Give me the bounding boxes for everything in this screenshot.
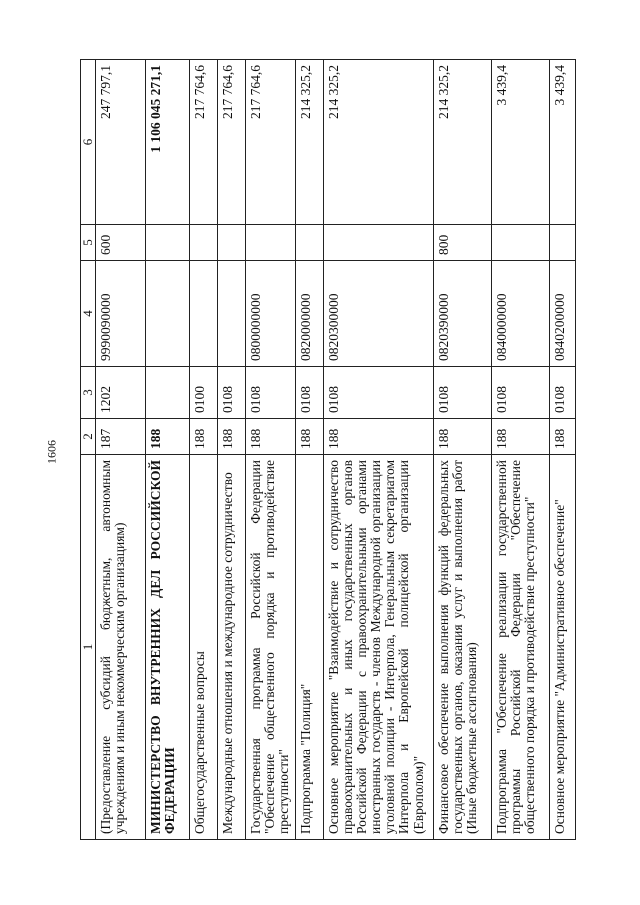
header-row (81, 60, 96, 840)
row-csr (146, 261, 190, 367)
row-csr (218, 261, 246, 367)
row-vr (146, 225, 190, 261)
table-row (323, 60, 433, 840)
row-glava: 188 (491, 419, 549, 455)
row-vr (295, 225, 323, 261)
table-row (190, 60, 218, 840)
row-glava: 188 (190, 419, 218, 455)
row-glava: 187 (96, 419, 146, 455)
row-rzpr: 0100 (190, 367, 218, 419)
row-vr (491, 225, 549, 261)
row-rzpr: 0108 (246, 367, 296, 419)
row-sum: 1 106 045 271,1 (146, 60, 190, 225)
row-sum: 217 764,6 (218, 60, 246, 225)
row-sum: 217 764,6 (190, 60, 218, 225)
row-glava: 188 (549, 419, 575, 455)
row-name: Основное мероприятие "Административное обеспечение" (549, 455, 575, 840)
col-header-6: 6 (81, 60, 96, 225)
row-csr: 9990090000 (96, 261, 146, 367)
row-name: (Предоставление субсидий бюджетным, автономным учреждениям и иным некоммерческим организациям) (96, 455, 146, 840)
col-header-3: 3 (81, 367, 96, 419)
row-rzpr: 0108 (433, 367, 491, 419)
row-glava: 188 (146, 419, 190, 455)
row-rzpr: 0108 (491, 367, 549, 419)
row-rzpr: 0108 (323, 367, 433, 419)
row-csr: 0800000000 (246, 261, 296, 367)
row-name: Подпрограмма "Полиция" (295, 455, 323, 840)
row-csr: 0840000000 (491, 261, 549, 367)
row-rzpr: 0108 (295, 367, 323, 419)
row-name: Международные отношения и международное сотрудничество (218, 455, 246, 840)
row-name: Финансовое обеспечение выполнения функций федеральных государственных органов, оказания услуг и выполнения работ (Иные бюджетные ассигнования) (433, 455, 491, 840)
row-csr: 0820390000 (433, 261, 491, 367)
table-row (146, 60, 190, 840)
row-name: Подпрограмма "Обеспечение реализации государственной программы Российской Федерации "Обеспечение общественного порядка и противодействие преступности" (491, 455, 549, 840)
col-header-4: 4 (81, 261, 96, 367)
col-header-5: 5 (81, 225, 96, 261)
row-rzpr: 0108 (549, 367, 575, 419)
table-row (96, 60, 146, 840)
row-sum: 3 439,4 (549, 60, 575, 225)
col-header-2: 2 (81, 419, 96, 455)
row-sum: 214 325,2 (433, 60, 491, 225)
row-sum: 3 439,4 (491, 60, 549, 225)
page-number: 1606 (44, 440, 59, 464)
row-glava: 188 (295, 419, 323, 455)
row-vr (323, 225, 433, 261)
row-sum: 214 325,2 (295, 60, 323, 225)
col-header-1: 1 (81, 455, 96, 840)
row-rzpr: 0108 (218, 367, 246, 419)
row-sum: 217 764,6 (246, 60, 296, 225)
row-csr (190, 261, 218, 367)
row-csr: 0840200000 (549, 261, 575, 367)
row-glava: 188 (218, 419, 246, 455)
budget-table (80, 59, 576, 840)
row-csr: 0820300000 (323, 261, 433, 367)
row-glava: 188 (246, 419, 296, 455)
row-rzpr (146, 367, 190, 419)
row-glava: 188 (433, 419, 491, 455)
row-vr (549, 225, 575, 261)
table-row (491, 60, 549, 840)
row-vr: 800 (433, 225, 491, 261)
row-sum: 214 325,2 (323, 60, 433, 225)
table-row (218, 60, 246, 840)
row-name: Государственная программа Российской Федерации "Обеспечение общественного порядка и противодействие преступности" (246, 455, 296, 840)
row-sum: 247 797,1 (96, 60, 146, 225)
table-row (295, 60, 323, 840)
row-name: Общегосударственные вопросы (190, 455, 218, 840)
table-row (433, 60, 491, 840)
rotated-table-wrap (80, 60, 580, 840)
row-csr: 0820000000 (295, 261, 323, 367)
table-row (549, 60, 575, 840)
row-glava: 188 (323, 419, 433, 455)
row-vr (190, 225, 218, 261)
row-rzpr: 1202 (96, 367, 146, 419)
row-vr (218, 225, 246, 261)
table-row (246, 60, 296, 840)
row-vr: 600 (96, 225, 146, 261)
row-name: Основное мероприятие "Взаимодействие и сотрудничество правоохранительных и иных государственных органов Российской Федерации с правоохранительными органами иностранных государств - членов Международной организации уголовной полиции - Интерпола, Генеральным секретариатом Интерпола и Европейской полицейской организации (Европолом)" (323, 455, 433, 840)
row-vr (246, 225, 296, 261)
row-name: МИНИСТЕРСТВО ВНУТРЕННИХ ДЕЛ РОССИЙСКОЙ ФЕДЕРАЦИИ (146, 455, 190, 840)
